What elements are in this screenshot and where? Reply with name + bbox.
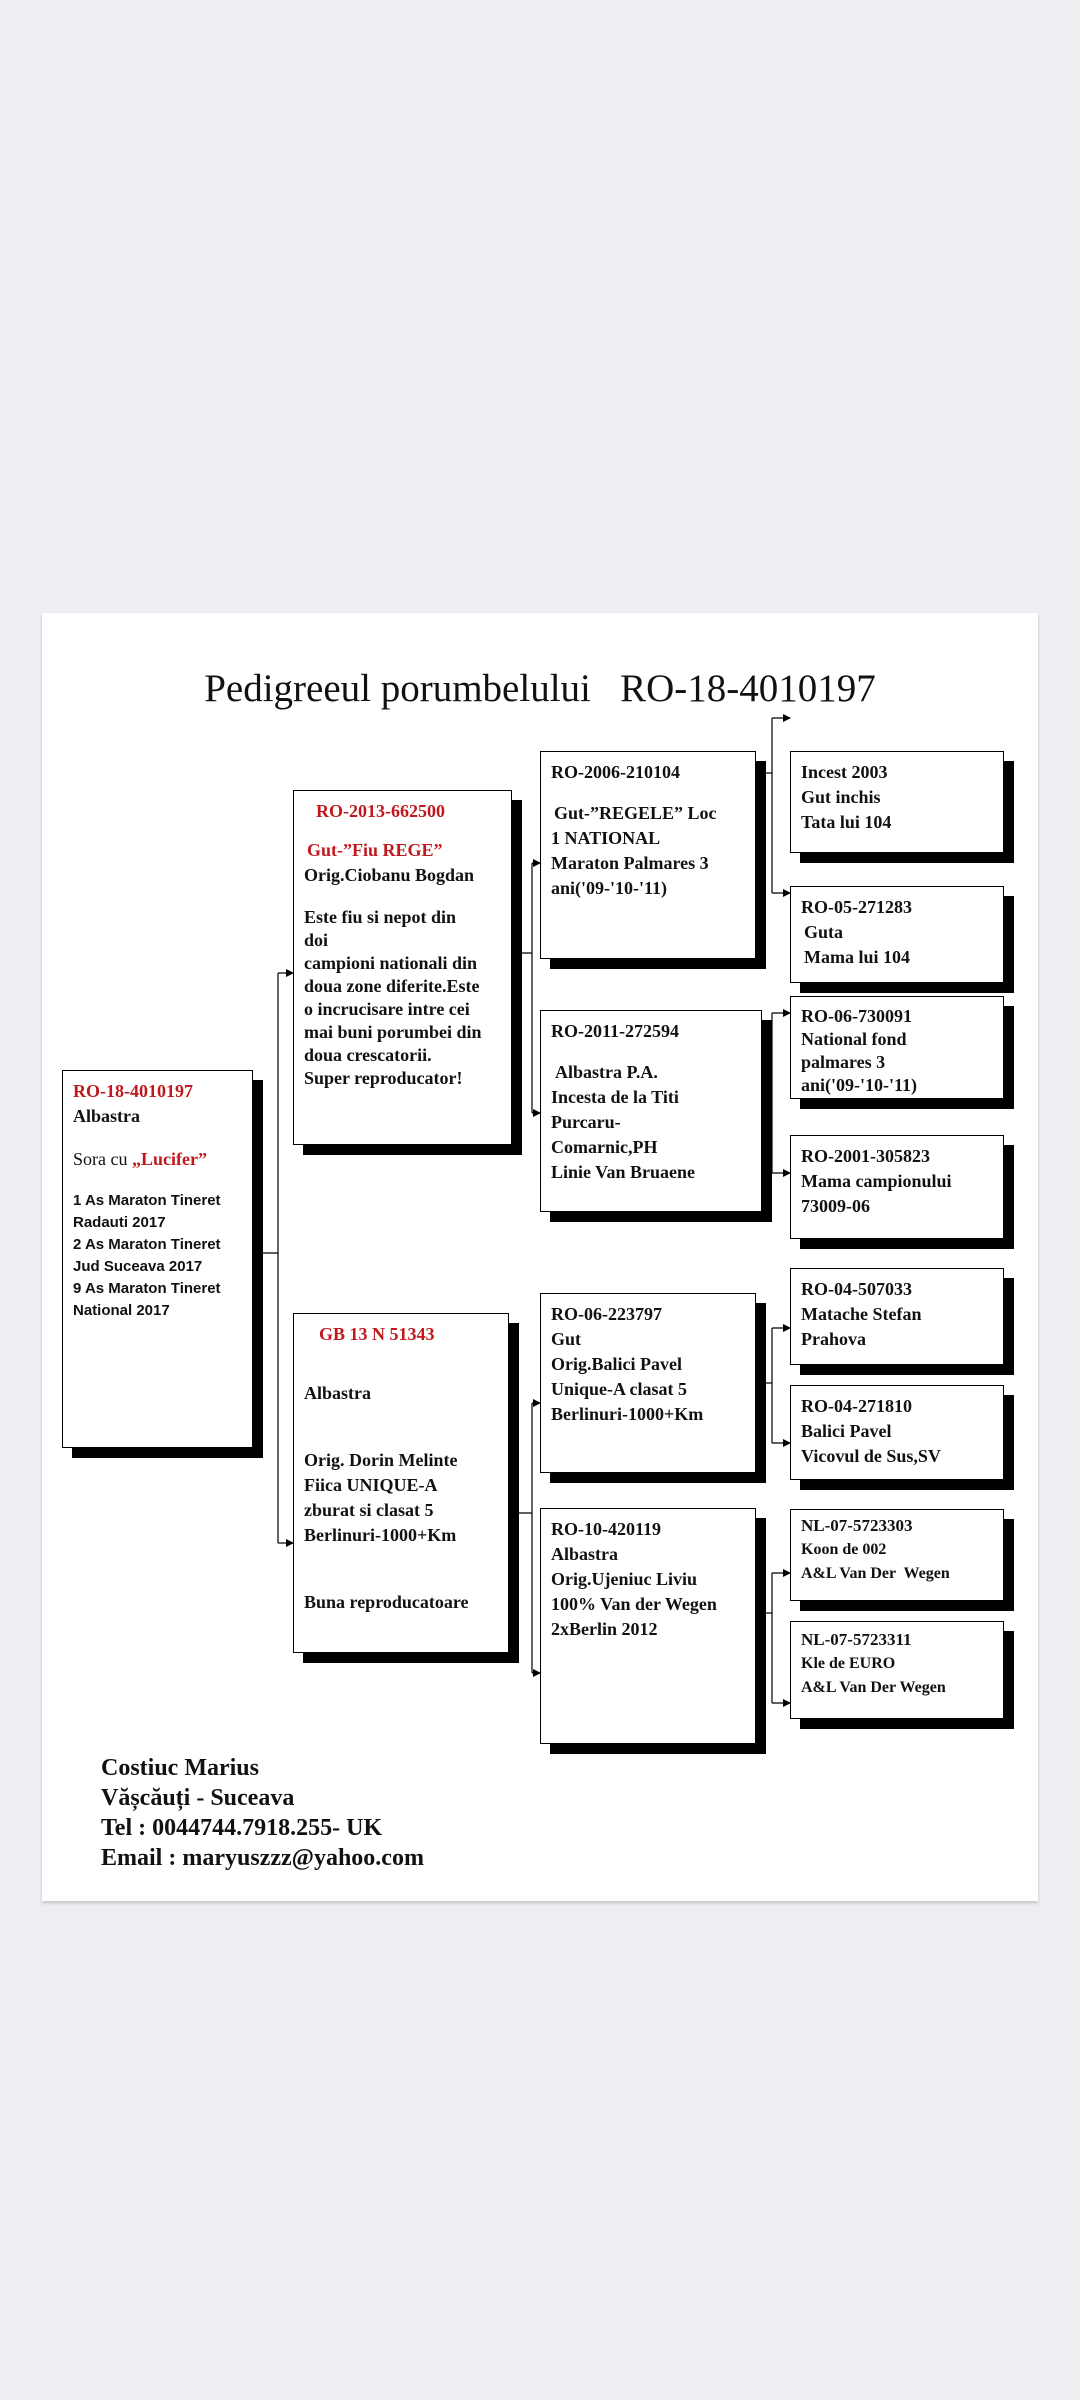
great-grandparent-box <box>790 1621 1004 1719</box>
subject-result: 2 As Maraton Tineret <box>73 1236 221 1253</box>
ggp-line: RO-2001-305823 <box>801 1146 930 1166</box>
ggp-line: ani('09-'10-'11) <box>801 1075 917 1095</box>
sire-description-line: campioni nationali din <box>304 953 478 973</box>
dam-description-line: Orig. Dorin Melinte <box>304 1450 458 1470</box>
ggp-line: Vicovul de Sus,SV <box>801 1446 941 1466</box>
ggp-line: Tata lui 104 <box>801 812 892 832</box>
granddam-maternal-box <box>540 1508 756 1744</box>
gp-sd-line: Linie Van Bruaene <box>551 1162 696 1182</box>
gp-ds-line: Berlinuri-1000+Km <box>551 1404 704 1424</box>
gp-ss-line: Gut-”REGELE” Loc <box>554 803 717 823</box>
gp-ss-line: Maraton Palmares 3 <box>551 853 709 873</box>
great-grandparent-box <box>790 1385 1004 1480</box>
gp-sd-line: Albastra P.A. <box>555 1062 658 1082</box>
ggp-line: 73009-06 <box>801 1196 870 1216</box>
ggp-line: Gut inchis <box>801 787 881 807</box>
dam-description-line: Berlinuri-1000+Km <box>304 1525 457 1545</box>
gp-ds-line: Gut <box>551 1329 582 1349</box>
ggp-line: NL-07-5723311 <box>801 1630 912 1649</box>
gp-ds-line: Orig.Balici Pavel <box>551 1354 682 1374</box>
ggp-line: Kle de EURO <box>801 1655 896 1672</box>
ggp-line: RO-04-507033 <box>801 1279 912 1299</box>
subject-result: 1 As Maraton Tineret <box>73 1192 221 1209</box>
breeder-location: Vășcăuți - Suceava <box>101 1785 295 1811</box>
subject-result: National 2017 <box>73 1302 170 1319</box>
great-grandparent-box <box>790 1509 1004 1601</box>
dam-description-line: zburat si clasat 5 <box>304 1500 434 1520</box>
subject-ring: RO-18-4010197 <box>73 1081 193 1101</box>
subject-result: 9 As Maraton Tineret <box>73 1280 221 1297</box>
subject-color: Albastra <box>73 1106 140 1126</box>
sire-ring: RO-2013-662500 <box>316 801 445 821</box>
dam-ring: GB 13 N 51343 <box>319 1324 435 1344</box>
breeder-contact <box>101 1753 424 1873</box>
great-grandparent-box <box>790 1268 1004 1365</box>
subject-result: Radauti 2017 <box>73 1214 166 1231</box>
gp-ds-ring: RO-06-223797 <box>551 1304 662 1324</box>
gp-sd-line: Purcaru- <box>551 1112 621 1132</box>
grandsire-maternal-box <box>540 1293 756 1473</box>
ggp-line: NL-07-5723303 <box>801 1516 913 1535</box>
sire-box <box>293 790 512 1145</box>
breeder-phone: Tel : 0044744.7918.255- UK <box>101 1815 383 1841</box>
granddam-paternal-box <box>540 1010 762 1212</box>
sister-name: „Lucifer” <box>131 1149 207 1169</box>
sire-description-line: Super reproducator! <box>304 1068 463 1088</box>
sire-description-line: doua crescatorii. <box>304 1045 432 1065</box>
ggp-line: Matache Stefan <box>801 1304 922 1324</box>
sire-origin: Orig.Ciobanu Bogdan <box>304 865 475 885</box>
sire-description-line: mai buni porumbei din <box>304 1022 482 1042</box>
ggp-line: RO-06-730091 <box>801 1006 912 1026</box>
ggp-line: National fond <box>801 1029 907 1049</box>
ggp-line: Balici Pavel <box>801 1421 892 1441</box>
breeder-email: Email : maryuszzz@yahoo.com <box>101 1845 424 1871</box>
gp-dd-line: Orig.Ujeniuc Liviu <box>551 1569 698 1589</box>
ggp-line: Prahova <box>801 1329 866 1349</box>
sire-description-line: doua zone diferite.Este <box>304 976 480 996</box>
subject-result: Jud Suceava 2017 <box>73 1258 203 1275</box>
ggp-line: RO-04-271810 <box>801 1396 912 1416</box>
page-title: Pedigreeul porumbelului RO-18-4010197 <box>204 667 876 710</box>
ggp-line: Mama campionului <box>801 1171 952 1191</box>
gp-sd-line: Incesta de la Titi <box>551 1087 679 1107</box>
great-grandparent-box <box>790 886 1004 983</box>
gp-sd-ring: RO-2011-272594 <box>551 1021 679 1041</box>
ggp-line: Guta <box>804 922 844 942</box>
ggp-line: RO-05-271283 <box>801 897 912 917</box>
ggp-line: Koon de 002 <box>801 1541 887 1558</box>
sire-name: Gut-”Fiu REGE” <box>307 840 443 860</box>
dam-description-line: Fiica UNIQUE-A <box>304 1475 438 1495</box>
gp-ds-line: Unique-A clasat 5 <box>551 1379 688 1399</box>
gp-dd-line: 100% Van der Wegen <box>551 1594 717 1614</box>
dam-color: Albastra <box>304 1383 371 1403</box>
subject-pigeon-box <box>62 1070 253 1448</box>
breeder-name: Costiuc Marius <box>101 1755 259 1781</box>
dam-note: Buna reproducatoare <box>304 1592 469 1612</box>
dam-box <box>293 1313 509 1653</box>
gp-dd-line: 2xBerlin 2012 <box>551 1619 658 1639</box>
gp-ss-ring: RO-2006-210104 <box>551 762 680 782</box>
gp-sd-line: Comarnic,PH <box>551 1137 658 1157</box>
great-grandparent-box <box>790 1135 1004 1239</box>
gp-ss-line: ani('09-'10-'11) <box>551 878 667 898</box>
sire-description-line: o incrucisare intre cei <box>304 999 470 1019</box>
gp-dd-ring: RO-10-420119 <box>551 1519 661 1539</box>
gp-ss-line: 1 NATIONAL <box>551 828 661 848</box>
ggp-line: A&L Van Der Wegen <box>801 1679 946 1696</box>
ggp-line: Incest 2003 <box>801 762 888 782</box>
ggp-line: A&L Van Der Wegen <box>801 1565 950 1582</box>
great-grandparent-box <box>790 996 1004 1099</box>
gp-dd-line: Albastra <box>551 1544 618 1564</box>
pedigree-sheet <box>42 613 1038 1901</box>
grandsire-paternal-box <box>540 751 756 959</box>
ggp-line: palmares 3 <box>801 1052 886 1072</box>
sire-description-line: doi <box>304 930 329 950</box>
sire-description-line: Este fiu si nepot din <box>304 907 457 927</box>
ggp-line: Mama lui 104 <box>804 947 910 967</box>
subject-sister: Sora cu „Lucifer” <box>73 1149 207 1169</box>
great-grandparent-box <box>790 751 1004 853</box>
